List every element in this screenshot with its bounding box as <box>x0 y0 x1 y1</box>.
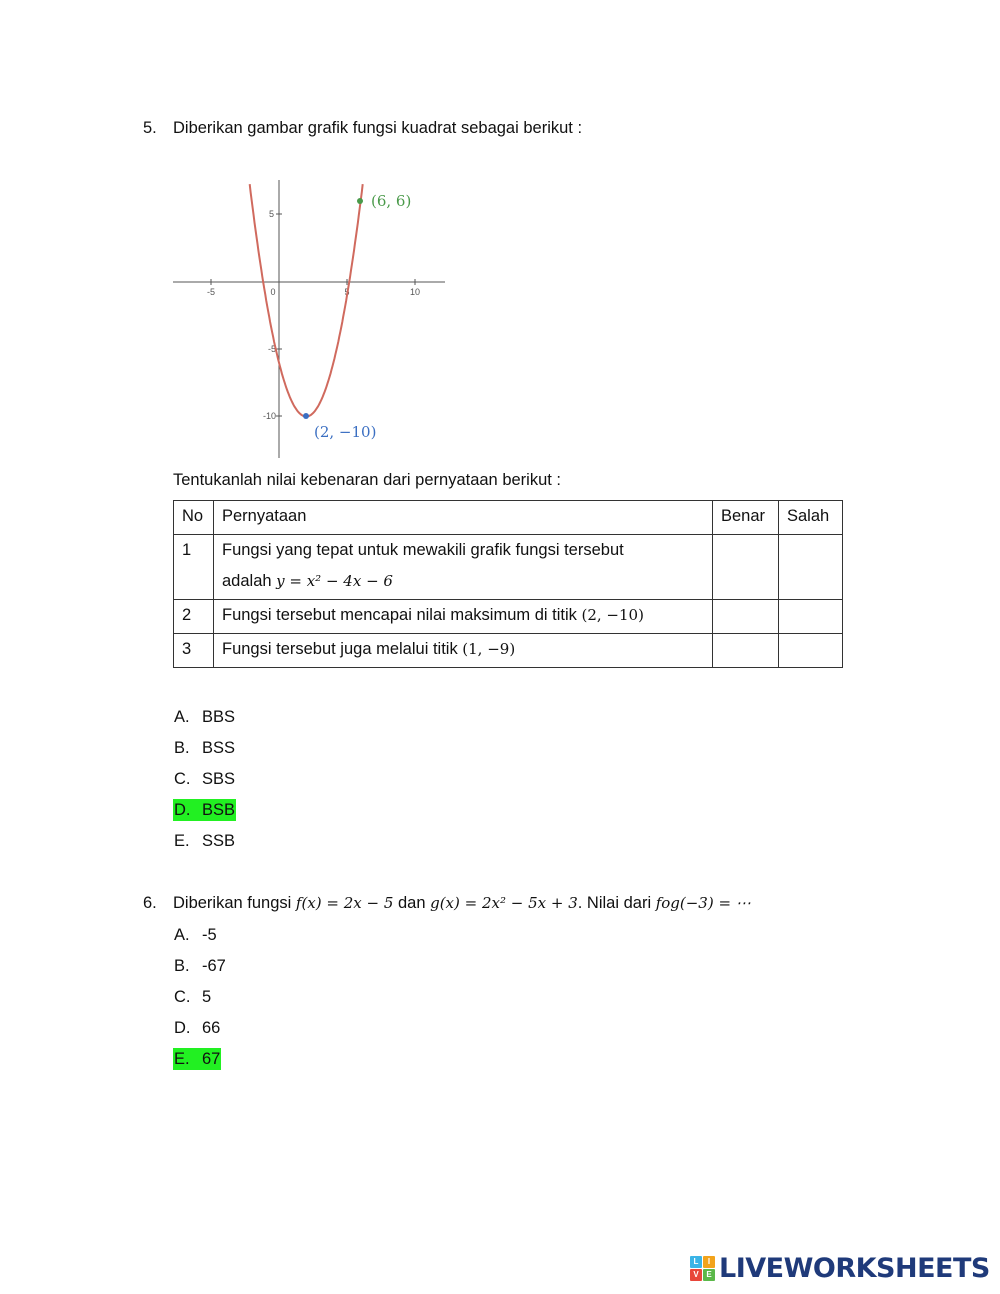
option-text: 67 <box>202 1050 221 1068</box>
statement-math: (1, −9) <box>462 640 516 658</box>
q5-option-d-highlighted[interactable] <box>173 799 236 821</box>
statement-table <box>173 500 843 668</box>
header-false: Salah <box>779 501 843 535</box>
header-statement: Pernyataan <box>214 501 713 535</box>
question-5-number: 5. <box>143 119 157 137</box>
option-text: -67 <box>202 957 226 975</box>
row-number: 2 <box>174 600 214 634</box>
option-text: BSS <box>202 739 236 757</box>
logo-tile: E <box>703 1269 715 1281</box>
table-row <box>174 600 843 634</box>
liveworksheets-logo <box>690 1251 990 1285</box>
row-number: 1 <box>174 535 214 600</box>
true-cell[interactable] <box>713 634 779 668</box>
false-cell[interactable] <box>779 600 843 634</box>
x-tick-label: 10 <box>409 287 421 297</box>
parabola-curve <box>250 184 363 416</box>
point-vertex-label: (2, −10) <box>314 423 377 441</box>
statement-text: Fungsi tersebut mencapai nilai maksimum di titik <box>222 606 582 624</box>
statement-math: y = x² − 4x − 6 <box>276 572 393 590</box>
q6-text-part: dan <box>393 894 431 912</box>
x-tick-label: 0 <box>270 287 276 297</box>
q6-math-fog: fog(−3) = ⋯ <box>655 894 751 912</box>
q6-option-c[interactable] <box>173 986 212 1008</box>
q5-option-e[interactable] <box>173 830 236 852</box>
option-letter: B. <box>174 739 190 757</box>
option-letter: B. <box>174 957 190 975</box>
point-6-6 <box>357 198 363 204</box>
option-text: 5 <box>202 988 212 1006</box>
q6-option-e-highlighted[interactable] <box>173 1048 221 1070</box>
option-text: 66 <box>202 1019 221 1037</box>
q5-option-c[interactable] <box>173 768 236 790</box>
header-true: Benar <box>713 501 779 535</box>
brand-name: LIVEWORKSHEETS <box>719 1252 990 1284</box>
row-statement <box>214 600 713 634</box>
q6-math-g: g(x) = 2x² − 5x + 3 <box>430 894 578 912</box>
question-6-number: 6. <box>143 894 157 912</box>
instruction-text: Tentukanlah nilai kebenaran dari pernyataan berikut : <box>173 471 562 489</box>
statement-text: Fungsi tersebut juga melalui titik <box>222 640 463 658</box>
header-no: No <box>174 501 214 535</box>
statement-text: adalah <box>222 572 277 590</box>
statement-math: (2, −10) <box>581 606 644 624</box>
table-row <box>174 535 843 600</box>
q6-option-d[interactable] <box>173 1017 221 1039</box>
option-text: SBS <box>202 770 236 788</box>
q5-option-b[interactable] <box>173 737 236 759</box>
row-number: 3 <box>174 634 214 668</box>
q6-math-f: f(x) = 2x − 5 <box>295 894 394 912</box>
option-letter: E. <box>174 832 190 850</box>
option-letter: D. <box>174 1019 191 1037</box>
point-6-6-label: (6, 6) <box>371 192 412 210</box>
option-text: SSB <box>202 832 236 850</box>
option-letter: C. <box>174 988 191 1006</box>
option-letter: D. <box>174 801 191 819</box>
option-letter: A. <box>174 926 190 944</box>
statement-text: Fungsi yang tepat untuk mewakili grafik fungsi tersebut <box>222 541 624 559</box>
question-6-text <box>173 894 751 913</box>
quadratic-graph <box>170 175 450 465</box>
q5-option-a[interactable] <box>173 706 236 728</box>
question-5-text: Diberikan gambar grafik fungsi kuadrat sebagai berikut : <box>173 119 583 137</box>
table-header-row <box>174 501 843 535</box>
y-tick-label: -5 <box>267 344 276 354</box>
option-letter: E. <box>174 1050 190 1068</box>
logo-icon <box>690 1256 715 1281</box>
y-tick-label: -10 <box>262 411 276 421</box>
option-letter: A. <box>174 708 190 726</box>
y-tick-label: 5 <box>268 209 274 219</box>
x-tick-label: -5 <box>206 287 216 297</box>
row-statement <box>214 535 713 600</box>
logo-tile: L <box>690 1256 702 1268</box>
true-cell[interactable] <box>713 600 779 634</box>
false-cell[interactable] <box>779 634 843 668</box>
true-cell[interactable] <box>713 535 779 600</box>
logo-tile: I <box>703 1256 715 1268</box>
row-statement <box>214 634 713 668</box>
q6-text-part: . Nilai dari <box>577 894 656 912</box>
option-text: BSB <box>202 801 236 819</box>
q6-option-a[interactable] <box>173 924 218 946</box>
q6-text-part: Diberikan fungsi <box>173 894 296 912</box>
q6-option-b[interactable] <box>173 955 227 977</box>
x-tick-label: 5 <box>344 287 350 297</box>
option-text: -5 <box>202 926 217 944</box>
point-vertex <box>303 413 309 419</box>
logo-tile: V <box>690 1269 702 1281</box>
option-text: BBS <box>202 708 236 726</box>
table-row <box>174 634 843 668</box>
option-letter: C. <box>174 770 191 788</box>
false-cell[interactable] <box>779 535 843 600</box>
